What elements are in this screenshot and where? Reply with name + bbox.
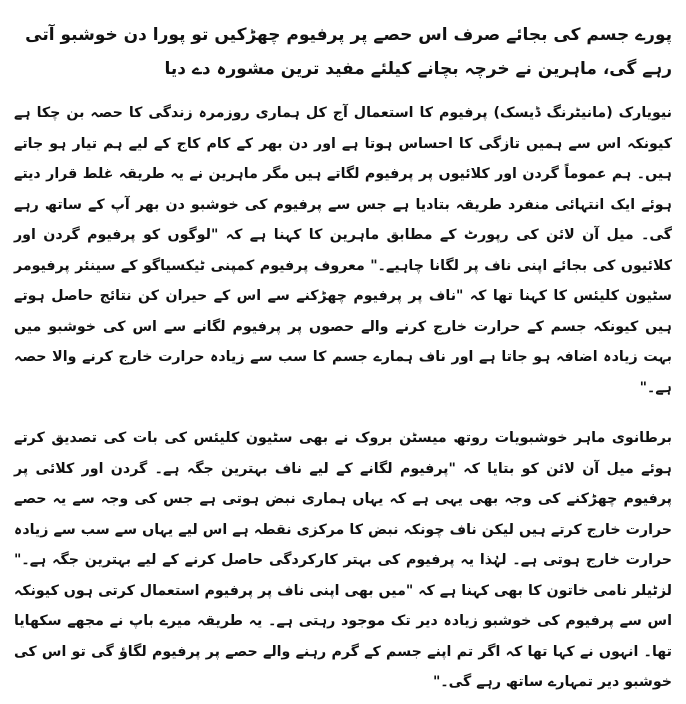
article-paragraph-2: برطانوی ماہر خوشبویات روتھ میسٹن بروک نے بھی سٹیون کلیئس کی بات کی تصدیق کرتے ہوئے میل آن لائن کو بتایا کہ "پرفیوم لگانے کے لیے ناف بہترین جگہ ہے۔ گردن اور کلائی پر پرفیوم چھڑکنے کی وجہ بھی یہی ہے کہ یہاں ہماری نبض ہوتی ہے جس کی وجہ سے یہ حصے حرارت خارج کرتے ہیں لیکن ناف چونکہ نبض کا مرکزی نقطہ ہے اس لیے یہاں سے سب سے زیادہ حرارت خارج ہوتی ہے۔ لہٰذا یہ پرفیوم کی بہتر کارکردگی حاصل کرنے کے لیے بہترین جگہ ہے۔" لزٹیلر نامی خاتون کا بھی کہنا ہے کہ "میں بھی اپنی ناف پر پرفیوم استعمال کرتی ہوں کیونکہ اس سے پرفیوم کی خوشبو زیادہ دیر تک موجود رہتی ہے۔ یہ طریقہ میرے باپ نے مجھے سکھایا تھا۔ انہوں نے کہا تھا کہ اگر تم اپنے جسم کے گرم رہنے والے حصے پر پرفیوم لگاؤ گی تو اس کی خوشبو دیر تمہارے ساتھ رہے گی۔": [14, 430, 672, 690]
article-paragraph-1: نیویارک (مانیٹرنگ ڈیسک) پرفیوم کا استعمال آج کل ہماری روزمرہ زندگی کا حصہ بن چکا ہے کیونکہ اس سے ہمیں تازگی کا احساس ہوتا ہے اور دن بھر کے کام کاج کے لیے ہم تیار ہو جاتے ہیں۔ ہم عموماً گردن اور کلائیوں پر پرفیوم لگاتے ہیں مگر ماہرین نے یہ طریقہ غلط قرار دیتے ہوئے ایک انتہائی منفرد طریقہ بتادیا ہے جس سے پرفیوم کی خوشبو دن بھر آپ کے ساتھ رہے گی۔ میل آن لائن کی رپورٹ کے مطابق ماہرین کا کہنا ہے کہ "لوگوں کو پرفیوم گردن اور کلائیوں کی بجائے اپنی ناف پر لگانا چاہیے۔" معروف پرفیوم کمپنی ٹیکسیاگو کے سینئر پرفیومر سٹیون کلیئس کا کہنا تھا کہ "ناف پر پرفیوم چھڑکنے سے اس کے حیران کن نتائج حاصل ہوتے ہیں کیونکہ جسم کے حرارت خارج کرنے والے حصوں پر پرفیوم لگانے سے اس کی خوشبو میں بہت زیادہ اضافہ ہو جاتا ہے اور ناف ہمارے جسم کا سب سے زیادہ حرارت خارج کرنے والا حصہ ہے۔": [14, 105, 672, 396]
article-headline: پورے جسم کی بجائے صرف اس حصے پر پرفیوم چھڑکیں تو پورا دن خوشبو آتی رہے گی، ماہرین نے خرچہ بچانے کیلئے مفید ترین مشورہ دے دیا: [25, 25, 672, 79]
